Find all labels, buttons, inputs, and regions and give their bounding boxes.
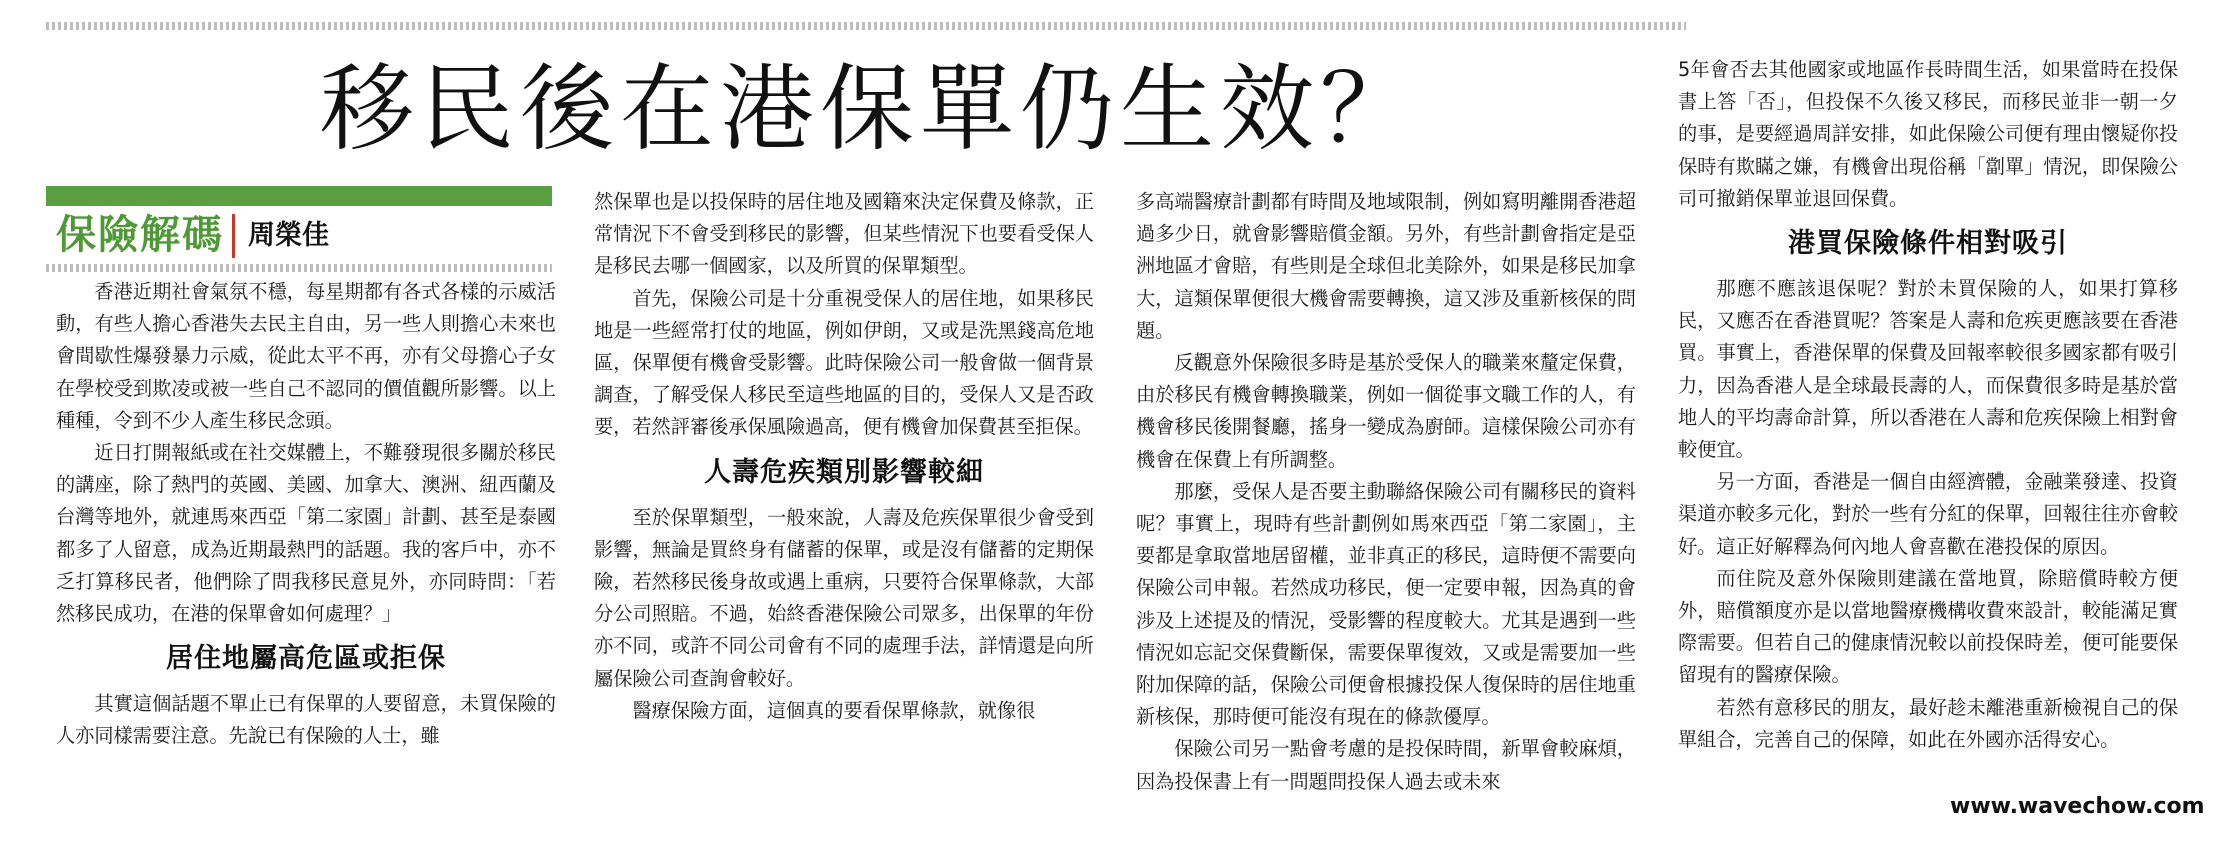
section-heading: 居住地屬高危區或拒保 bbox=[166, 643, 446, 675]
paragraph: 香港近期社會氣氛不穩，每星期都有各式各樣的示威活動，有些人擔心香港失去民主自由，另一些人則擔心未來也會間歇性爆發暴力示威，從此太平不再，亦有父母擔心子女在學校受到欺凌或被一些自己不認同的價值觀所影響。以上種種，令到不少人產生移民念頭。 bbox=[56, 280, 556, 432]
continued-paragraph: 5年會否去其他國家或地區作長時間生活，如果當時在投保書上答「否」，但投保不久後又移民，而移民並非一朝一夕的事，是要經過周詳安排，如此保險公司便有理由懷疑你投保時有欺瞞之嫌，有機會出現俗稱「劏單」情況，即保險公司可撤銷保單並退回保費。 bbox=[1678, 58, 2178, 210]
article-column-1 bbox=[56, 276, 556, 753]
website-url: www.wavechow.com bbox=[1950, 794, 2205, 819]
article-column-4 bbox=[1678, 54, 2178, 756]
top-dotted-rule bbox=[46, 22, 1686, 30]
paragraph: 至於保單類型，一般來說，人壽及危疾保單很少會受到影響，無論是買終身有儲蓄的保單，或是沒有儲蓄的定期保險，若然移民後身故或遇上重病，只要符合保單條款，大部分公司照賠。不過，始終香港保險公司眾多，出保單的年份亦不同，或許不同公司會有不同的處理手法，詳情還是向所屬保險公司查詢會較好。 bbox=[594, 505, 1094, 690]
byline-dotted-rule bbox=[46, 264, 552, 272]
headline: 移民後在港保單仍生效？ bbox=[320, 55, 1421, 164]
paragraph: 若然有意移民的朋友，最好趁未離港重新檢視自己的保單組合，完善自己的保障，如此在外國亦活得安心。 bbox=[1678, 695, 2178, 751]
column-accent-bar bbox=[46, 186, 552, 206]
section-heading: 人壽危疾類別影響較細 bbox=[704, 456, 984, 488]
author-name: 周榮佳 bbox=[248, 220, 329, 251]
article-column-2 bbox=[594, 186, 1094, 727]
paragraph: 首先，保險公司是十分重視受保人的居住地，如果移民地是一些經常打仗的地區，例如伊朗，又或是洗黑錢高危地區，保單便有機會受影響。此時保險公司一般會做一個背景調查，了解受保人移民至這些地區的目的，受保人又是否政要，若然評審後承保風險過高，便有機會加保費甚至拒保。 bbox=[594, 286, 1094, 439]
article-column-3 bbox=[1136, 186, 1636, 798]
paragraph: 那麼，受保人是否要主動聯絡保險公司有關移民的資料呢？事實上，現時有些計劃例如馬來西亞「第二家園」，主要都是拿取當地居留權，並非真正的移民，這時便不需要向保險公司申報。若然成功移民，便一定要申報，因為真的會涉及上述提及的情況，受影響的程度較大。尤其是遇到一些情況如忘記交保費斷保，需要保單復效，又或是需要加一些附加保障的話，保險公司便會根據投保人復保時的居住地重新核保，那時便可能沒有現在的條款優厚。 bbox=[1136, 479, 1636, 729]
paragraph: 另一方面，香港是一個自由經濟體，金融業發達、投資渠道亦較多元化，對於一些有分紅的保單，回報往往亦會較好。這正好解釋為何內地人會喜歡在港投保的原因。 bbox=[1678, 470, 2178, 558]
continued-paragraph: 多高端醫療計劃都有時間及地域限制，例如寫明離開香港超過多少日，就會影響賠償金額。另外，有些計劃會指定是亞洲地區才會賠，有些則是全球但北美除外，如果是移民加拿大，這類保單便很大機會需要轉換，這又涉及重新核保的問題。 bbox=[1136, 190, 1636, 342]
column-name-divider bbox=[232, 214, 235, 258]
paragraph: 反觀意外保險很多時是基於受保人的職業來釐定保費，由於移民有機會轉換職業，例如一個從事文職工作的人，有機會移民後開餐廳，搖身一變成為廚師。這樣保險公司亦有機會在保費上有所調整。 bbox=[1136, 351, 1636, 471]
continued-paragraph: 然保單也是以投保時的居住地及國籍來決定保費及條款，正常情況下不會受到移民的影響，但某些情況下也要看受保人是移民去哪一個國家，以及所買的保單類型。 bbox=[594, 190, 1094, 278]
paragraph: 醫療保險方面，這個真的要看保單條款，就像很 bbox=[632, 698, 1036, 722]
paragraph: 其實這個話題不單止已有保單的人要留意，未買保險的人亦同樣需要注意。先說已有保險的人士，雖 bbox=[56, 692, 556, 748]
paragraph: 保險公司另一點會考慮的是投保時間，新單會較麻煩，因為投保書上有一問題問投保人過去或未來 bbox=[1136, 737, 1636, 793]
paragraph: 近日打開報紙或在社交媒體上，不難發現很多關於移民的講座，除了熱門的英國、美國、加拿大、澳洲、紐西蘭及台灣等地外，就連馬來西亞「第二家園」計劃、甚至是泰國都多了人留意，成為近期最熱門的話題。我的客戶中，亦不乏打算移民者，他們除了問我移民意見外，亦同時問：「若然移民成功，在港的保單會如何處理？」 bbox=[56, 441, 556, 626]
column-name: 保險解碼 bbox=[56, 211, 224, 258]
section-heading: 港買保險條件相對吸引 bbox=[1788, 228, 2068, 260]
paragraph: 而住院及意外保險則建議在當地買，除賠償時較方便外，賠償額度亦是以當地醫療機構收費來設計，較能滿足實際需要。但若自己的健康情況較以前投保時差，便可能要保留現有的醫療保險。 bbox=[1678, 566, 2178, 687]
paragraph: 那應不應該退保呢？對於未買保險的人，如果打算移民，又應否在香港買呢？答案是人壽和危疾更應該要在香港買。事實上，香港保單的保費及回報率較很多國家都有吸引力，因為香港人是全球最長壽的人，而保費很多時是基於當地人的平均壽命計算，所以香港在人壽和危疾保險上相對會較便宜。 bbox=[1678, 277, 2178, 462]
